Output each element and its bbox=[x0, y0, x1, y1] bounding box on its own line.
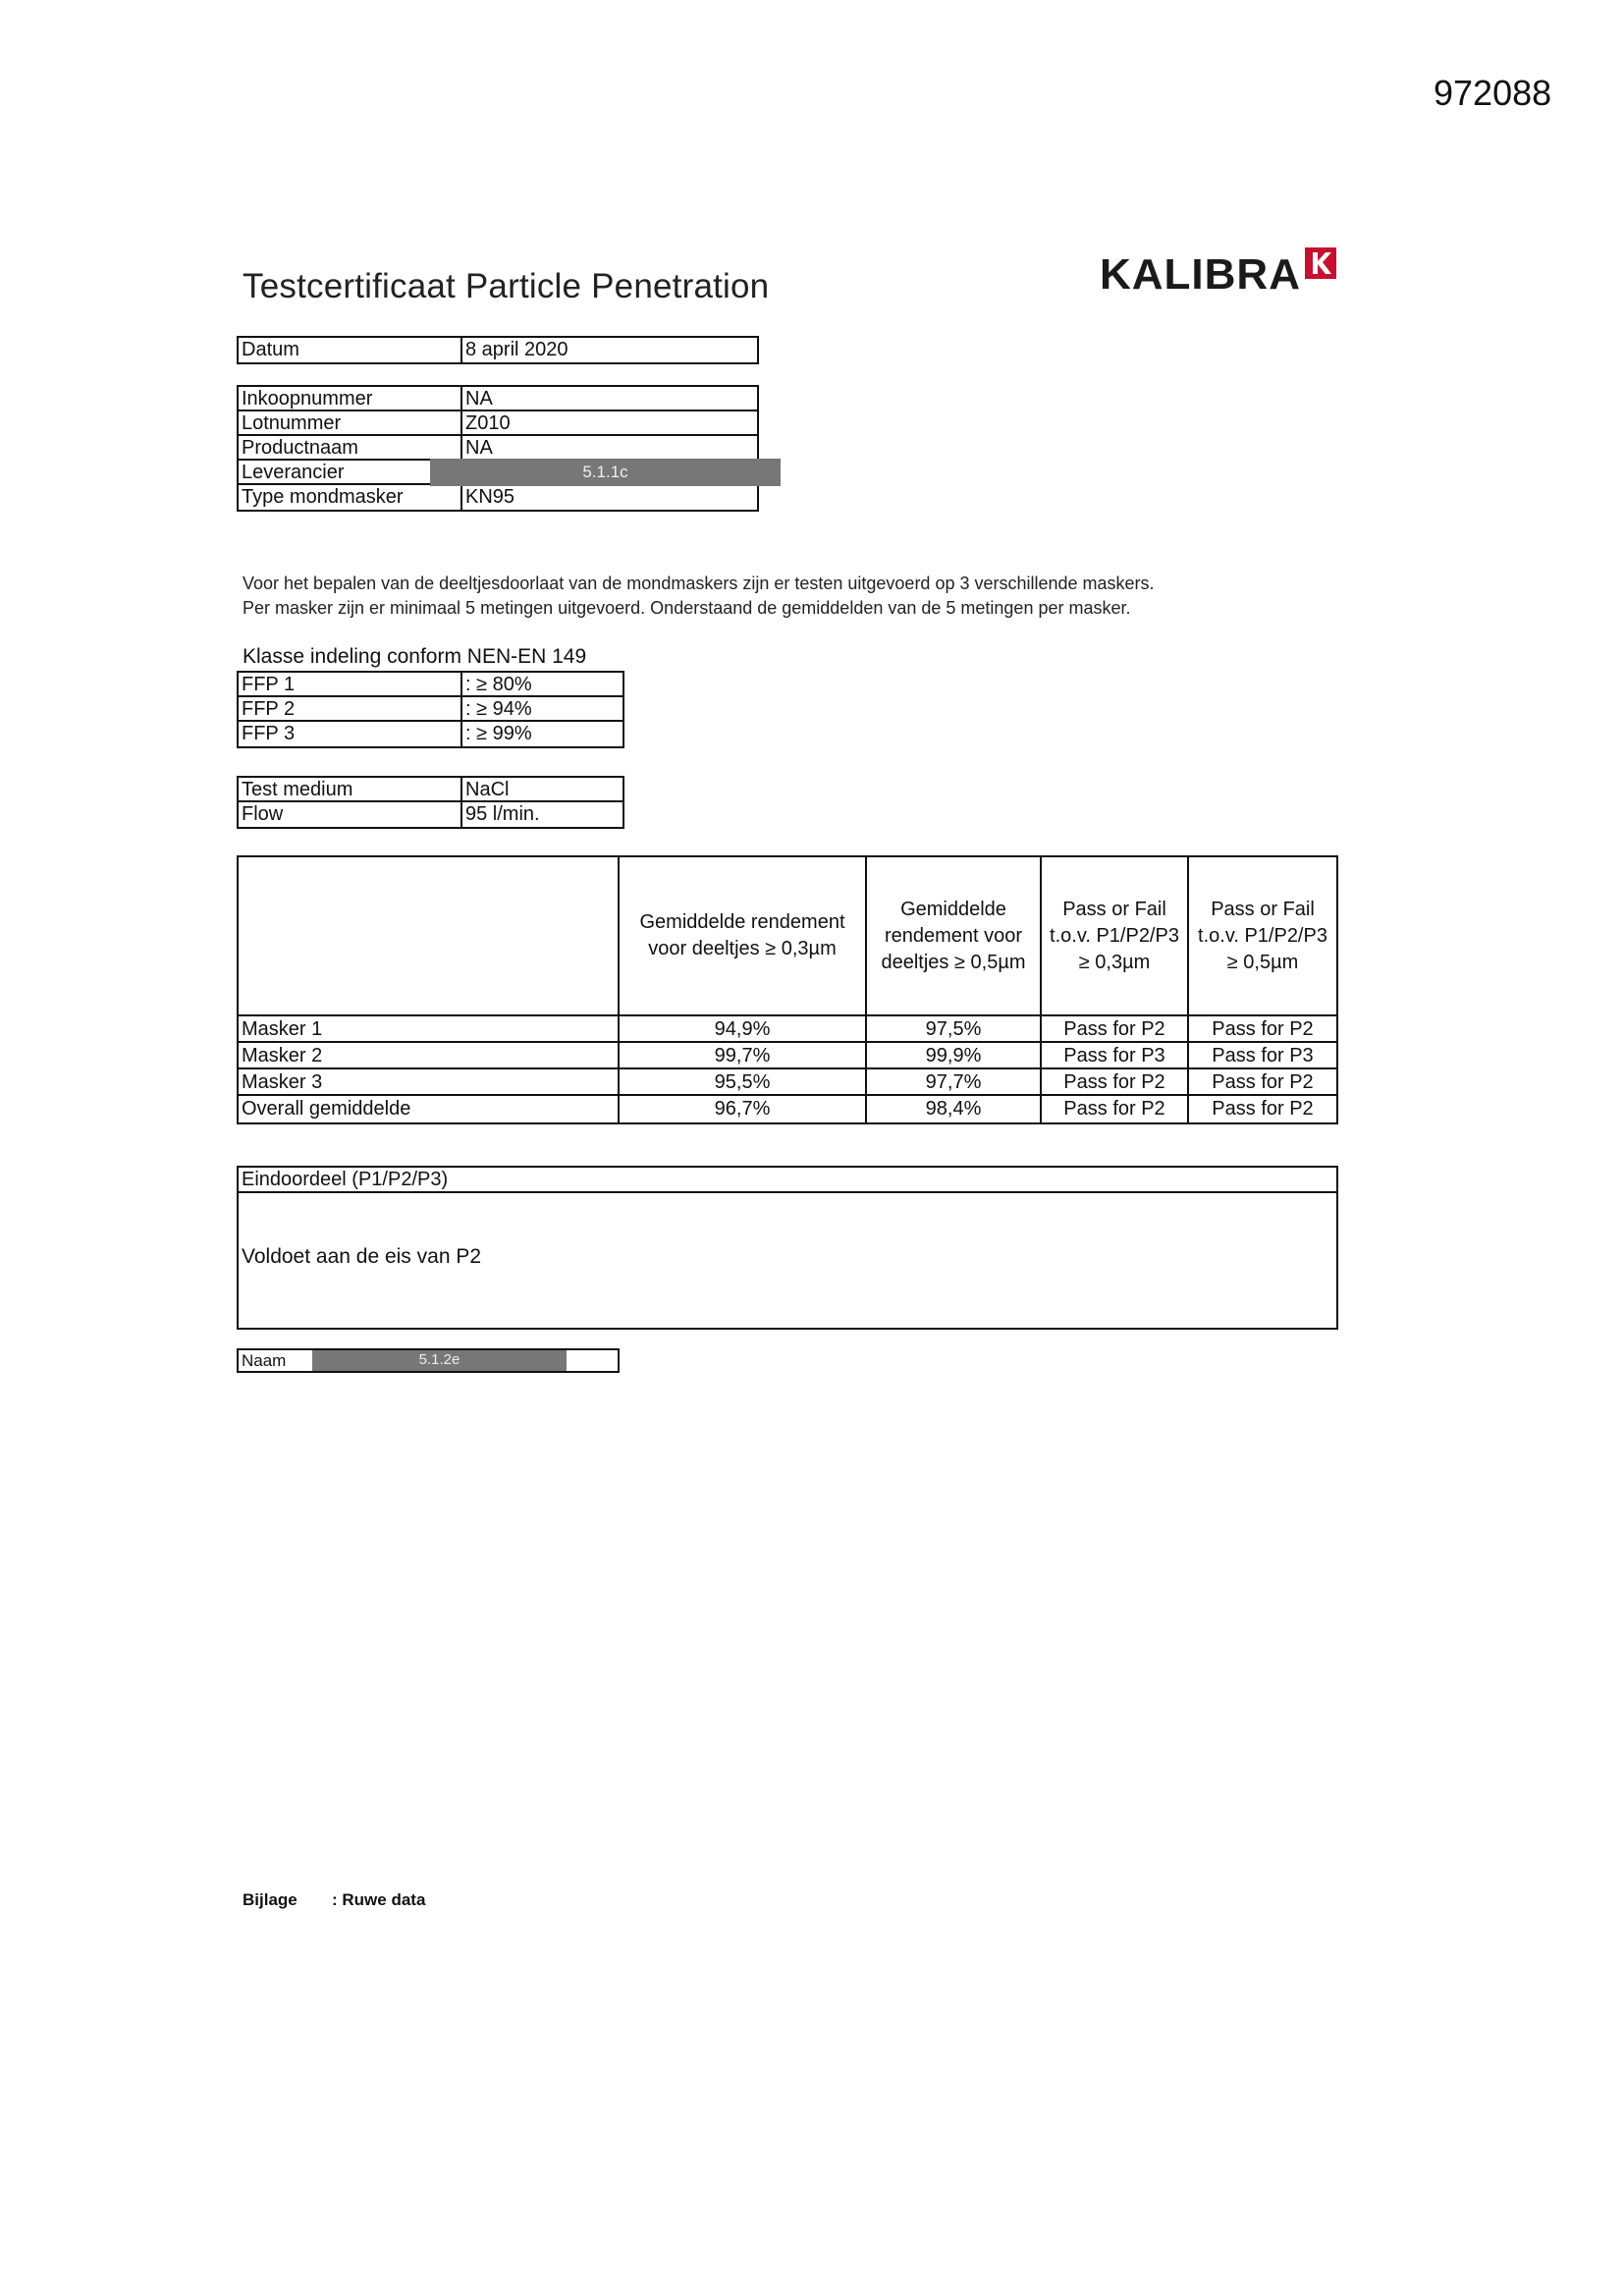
info-value: NA bbox=[465, 437, 493, 459]
eindoordeel-value: Voldoet aan de eis van P2 bbox=[242, 1245, 482, 1268]
medium-row bbox=[239, 802, 623, 827]
eindoordeel-box bbox=[237, 1166, 1338, 1330]
klasse-row bbox=[239, 697, 623, 722]
table-cell: Pass for P2 bbox=[1042, 1096, 1189, 1122]
results-table bbox=[237, 855, 1338, 1124]
klasse-row bbox=[239, 722, 623, 746]
table-cell: Pass for P2 bbox=[1212, 1018, 1314, 1040]
table-row bbox=[239, 1069, 1336, 1096]
row-label: Overall gemiddelde bbox=[239, 1096, 620, 1122]
datum-label: Datum bbox=[239, 338, 462, 362]
bijlage-value: : Ruwe data bbox=[332, 1890, 426, 1909]
datum-row bbox=[239, 338, 757, 362]
info-label: Type mondmasker bbox=[239, 485, 462, 510]
table-cell: Pass for P2 bbox=[1042, 1016, 1189, 1041]
info-row bbox=[239, 387, 757, 411]
bijlage-label: Bijlage bbox=[243, 1890, 298, 1909]
table-cell: 95,5% bbox=[620, 1069, 867, 1094]
results-header-cell: Gemiddelde rendement voor deeltjes ≥ 0,5µm bbox=[867, 857, 1042, 1014]
results-header-cell: Pass or Fail t.o.v. P1/P2/P3 ≥ 0,5µm bbox=[1198, 898, 1327, 973]
intro-line-1: Voor het bepalen van de deeltjesdoorlaat van de mondmaskers zijn er testen uitgevoerd op 3 verschillende maskers. bbox=[243, 574, 1155, 593]
eindoordeel-label: Eindoordeel (P1/P2/P3) bbox=[239, 1168, 1336, 1193]
klasse-value: : ≥ 99% bbox=[465, 723, 532, 744]
info-value bbox=[462, 461, 757, 483]
klasse-label: FFP 1 bbox=[239, 673, 462, 695]
logo-k-icon bbox=[1305, 247, 1336, 279]
table-cell: 96,7% bbox=[620, 1096, 867, 1122]
table-cell: Pass for P2 bbox=[1212, 1071, 1314, 1093]
info-value: NA bbox=[465, 388, 493, 410]
table-cell: 97,7% bbox=[867, 1069, 1042, 1094]
document-number: 972088 bbox=[1434, 73, 1552, 113]
table-cell: Pass for P2 bbox=[1212, 1098, 1314, 1120]
table-row bbox=[239, 1096, 1336, 1122]
info-row bbox=[239, 485, 757, 510]
table-row bbox=[239, 1016, 1336, 1043]
datum-table bbox=[237, 336, 759, 364]
naam-label: Naam bbox=[242, 1351, 287, 1370]
naam-field bbox=[237, 1348, 620, 1373]
results-header-cell: Gemiddelde rendement voor deeltjes ≥ 0,3µm bbox=[620, 857, 867, 1014]
datum-value: 8 april 2020 bbox=[465, 339, 568, 360]
redaction-bar: 5.1.1c bbox=[430, 459, 781, 486]
table-cell: Pass for P3 bbox=[1042, 1043, 1189, 1067]
info-row bbox=[239, 436, 757, 461]
table-cell: 97,5% bbox=[867, 1016, 1042, 1041]
medium-value: 95 l/min. bbox=[465, 803, 540, 825]
info-label: Productnaam bbox=[239, 436, 462, 459]
medium-row bbox=[239, 778, 623, 802]
row-label: Masker 3 bbox=[239, 1069, 620, 1094]
row-label: Masker 1 bbox=[239, 1016, 620, 1041]
info-value: KN95 bbox=[465, 486, 515, 508]
product-info-table bbox=[237, 385, 759, 512]
klasse-value: : ≥ 94% bbox=[465, 698, 532, 720]
info-label: Inkoopnummer bbox=[239, 387, 462, 410]
kalibra-logo bbox=[1100, 250, 1336, 299]
intro-line-2: Per masker zijn er minimaal 5 metingen uitgevoerd. Onderstaand de gemiddelden van de 5 metingen per masker. bbox=[243, 598, 1131, 618]
redaction-bar: 5.1.2e bbox=[312, 1350, 567, 1371]
medium-label: Flow bbox=[239, 802, 462, 827]
info-value: Z010 bbox=[465, 412, 511, 434]
results-header-cell: Pass or Fail t.o.v. P1/P2/P3 ≥ 0,3µm bbox=[1042, 857, 1189, 1014]
klasse-table bbox=[237, 671, 624, 748]
info-row bbox=[239, 461, 757, 485]
results-header-row bbox=[239, 857, 1336, 1016]
klasse-value: : ≥ 80% bbox=[465, 674, 532, 695]
info-label: Lotnummer bbox=[239, 411, 462, 434]
info-label: Leverancier bbox=[239, 461, 462, 483]
medium-value: NaCl bbox=[465, 779, 510, 800]
klasse-label: FFP 3 bbox=[239, 722, 462, 746]
medium-label: Test medium bbox=[239, 778, 462, 800]
table-cell: Pass for P3 bbox=[1212, 1045, 1314, 1066]
table-cell: 99,9% bbox=[867, 1043, 1042, 1067]
table-cell: Pass for P2 bbox=[1042, 1069, 1189, 1094]
table-row bbox=[239, 1043, 1336, 1069]
row-label: Masker 2 bbox=[239, 1043, 620, 1067]
table-cell: 94,9% bbox=[620, 1016, 867, 1041]
logo-wordmark: KALIBRA bbox=[1100, 250, 1301, 299]
test-medium-table bbox=[237, 776, 624, 829]
klasse-label: FFP 2 bbox=[239, 697, 462, 720]
results-header-cell bbox=[239, 857, 620, 1014]
klasse-heading: Klasse indeling conform NEN-EN 149 bbox=[243, 645, 587, 668]
table-cell: 99,7% bbox=[620, 1043, 867, 1067]
klasse-row bbox=[239, 673, 623, 697]
table-cell: 98,4% bbox=[867, 1096, 1042, 1122]
page-title: Testcertificaat Particle Penetration bbox=[243, 267, 770, 305]
info-row bbox=[239, 411, 757, 436]
